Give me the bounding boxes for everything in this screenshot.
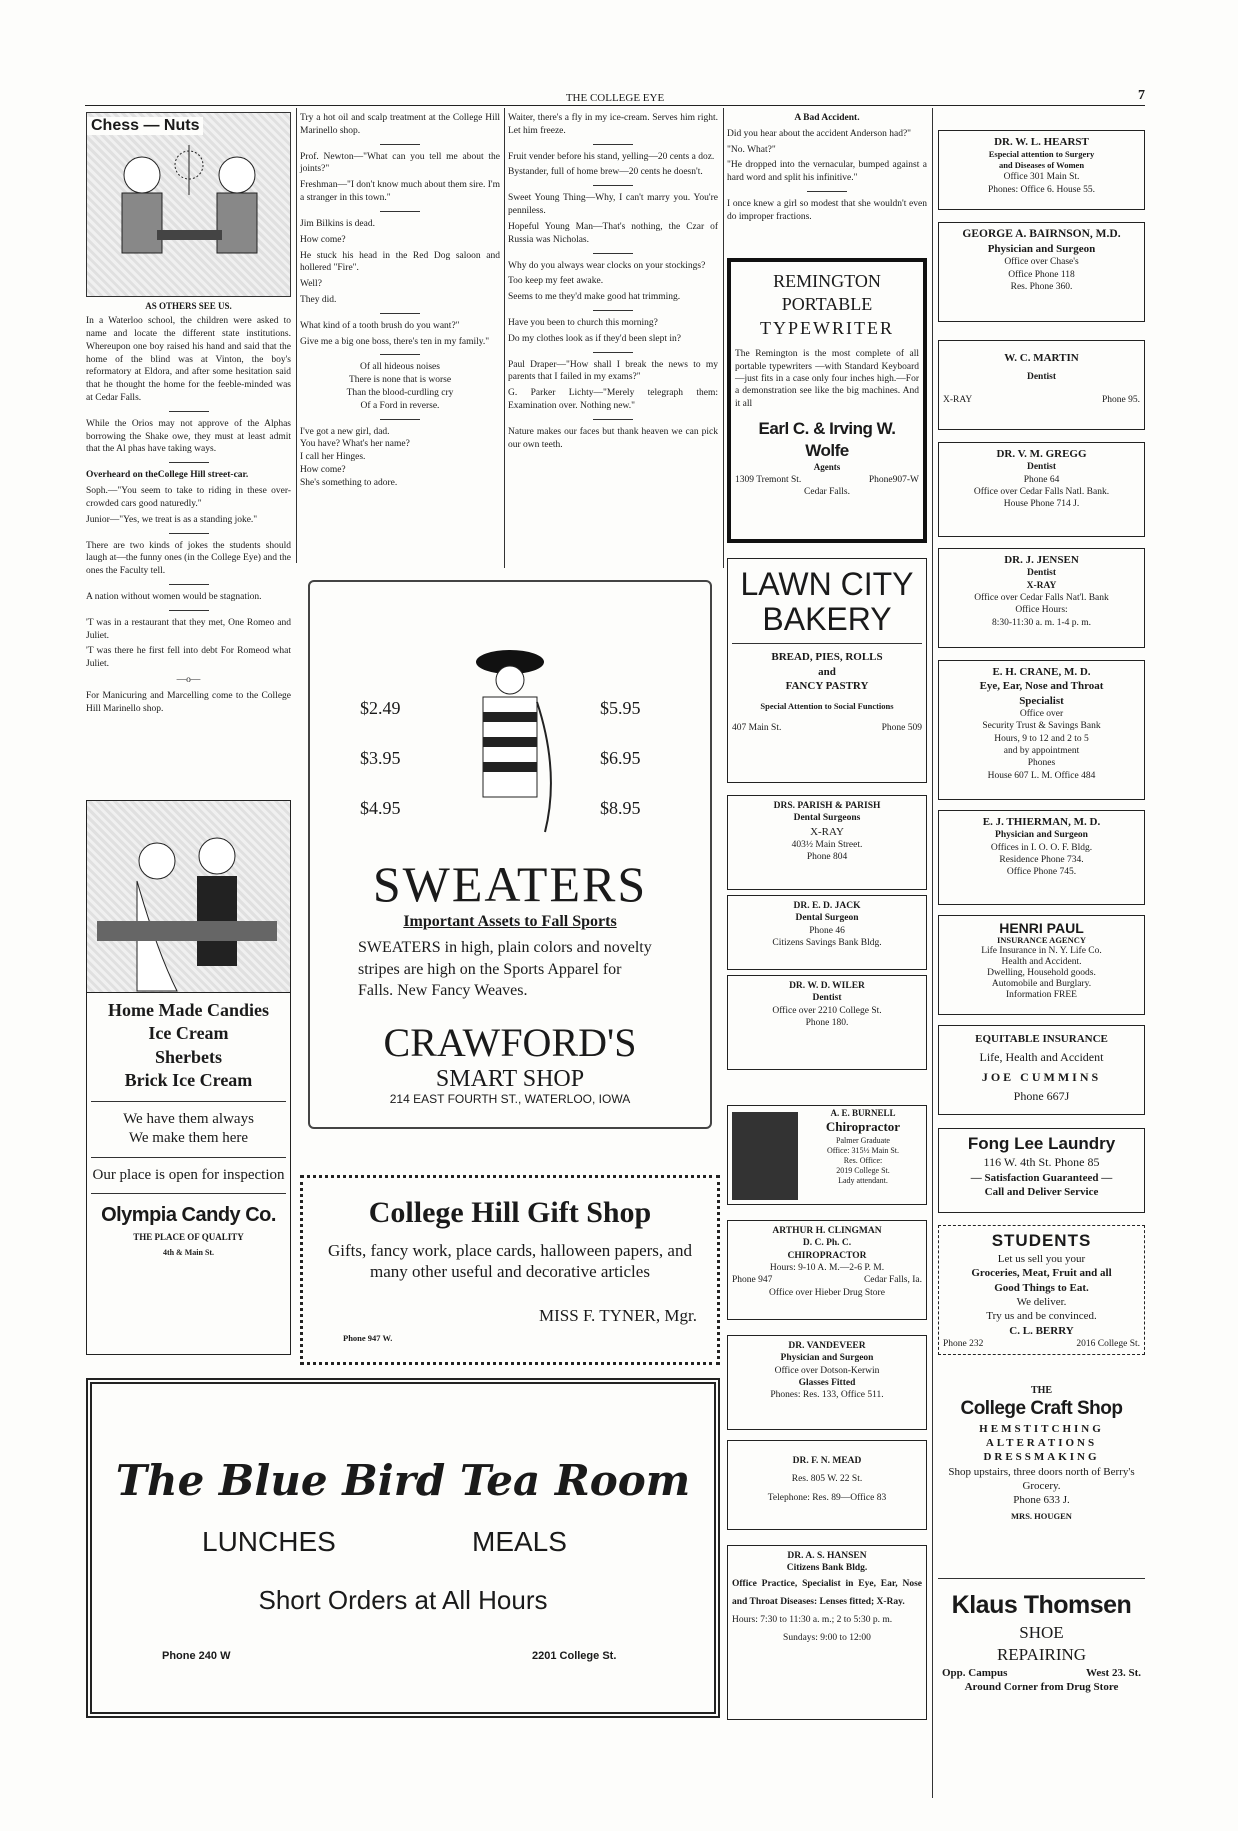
card-line: Hours: 9-10 A. M.—2-6 P. M.: [769, 1263, 885, 1274]
card-line: JOE CUMMINS: [981, 1069, 1102, 1084]
card-line: Phone 667J: [1013, 1089, 1070, 1104]
bakery-ad: [727, 558, 927, 783]
cartoon-title: Chess — Nuts: [87, 117, 203, 135]
verse: 'T was there he first fell into debt For Romeod what Juliet.: [86, 646, 291, 670]
paragraph: Prof. Newton—"What can you tell me about the joints?": [300, 151, 500, 175]
card-line: Groceries, Meat, Fruit and all: [971, 1267, 1112, 1280]
card-line: DR. E. D. JACK: [793, 901, 861, 911]
paragraph: Have you been to church this morning?: [508, 317, 658, 328]
bluebird-address: 2201 College St.: [532, 1650, 617, 1662]
bluebird-orders: Short Orders at All Hours: [258, 1585, 548, 1615]
card-line: Specialist: [1019, 694, 1064, 707]
card-line: Health and Accident.: [1001, 956, 1082, 967]
accident-title: A Bad Accident.: [794, 113, 860, 123]
burnell-ad: [727, 1105, 927, 1205]
paragraph: I've got a new girl, dad.: [300, 426, 390, 437]
column-rule: [723, 108, 724, 568]
column-rule: [932, 108, 933, 1798]
card-line: D. C. Ph. C.: [802, 1238, 852, 1249]
craft-shop-ad: [938, 1380, 1145, 1555]
card-line: DRESSMAKING: [983, 1451, 1100, 1464]
card-line: STUDENTS: [991, 1231, 1092, 1250]
card-line: — Satisfaction Guaranteed —: [970, 1171, 1113, 1184]
bakery-line: Special Attention to Social Functions: [760, 701, 894, 712]
card-line: Office over 2210 College St.: [772, 1005, 882, 1016]
card-line: Phone 180.: [805, 1018, 849, 1029]
sweater-price: $2.49: [360, 698, 401, 718]
card-line: House 607 L. M. Office 484: [987, 770, 1096, 781]
bakery-line: BREAD, PIES, ROLLS: [771, 651, 883, 664]
header-title: THE COLLEGE EYE: [565, 92, 665, 104]
card-line: DR. W. L. HEARST: [994, 136, 1089, 148]
card-line: Physician and Surgeon: [987, 242, 1096, 255]
column-rule: [504, 108, 505, 568]
candy-address: 4th & Main St.: [162, 1247, 215, 1257]
page-header: [85, 88, 1145, 106]
paragraph: Bystander, full of home brew—20 cents he doesn't.: [508, 167, 703, 178]
column-3-text: [508, 112, 718, 454]
candy-line: We have them always: [123, 1110, 254, 1127]
sweaters-title: SWEATERS: [372, 856, 648, 912]
card-line: Res. Office:: [843, 1155, 883, 1165]
parish-ad: [727, 795, 927, 890]
card-line: Office over Dotson-Kerwin: [774, 1365, 880, 1376]
candy-line: Ice Cream: [148, 1023, 229, 1044]
card-line: DR. W. D. WILER: [789, 981, 865, 991]
candy-line: Home Made Candies: [108, 1000, 269, 1020]
card-line: Office over Cedar Falls Natl. Bank.: [973, 486, 1110, 497]
card-line: DR. V. M. GREGG: [996, 448, 1087, 460]
bairnson-ad: [938, 222, 1145, 322]
card-line: Try us and be convinced.: [986, 1310, 1097, 1323]
jack-ad: [727, 895, 927, 970]
remington-line: PORTABLE: [781, 294, 873, 315]
remington-address: 1309 Tremont St.: [735, 474, 802, 485]
jensen-ad: [938, 548, 1145, 648]
card-line: DRS. PARISH & PARISH: [773, 801, 881, 811]
mead-ad: [727, 1440, 927, 1530]
paragraph-head: Overheard on theCollege Hill street-car.: [86, 470, 249, 481]
sweaters-body: SWEATERS in high, plain colors and novelty stripes are high on the Sports Apparel for Falls. New Fancy Weaves.: [358, 939, 652, 1000]
sweater-price: $6.95: [600, 748, 641, 768]
candy-tagline: THE PLACE OF QUALITY: [133, 1232, 244, 1243]
paragraph: They did.: [300, 294, 337, 305]
crane-ad: [938, 660, 1145, 800]
card-line: SHOE: [1019, 1622, 1064, 1642]
remington-line: TYPEWRITER: [760, 317, 894, 338]
card-line: Telephone: Res. 89—Office 83: [767, 1492, 887, 1503]
card-line: REPAIRING: [996, 1644, 1087, 1664]
gregg-ad: [938, 442, 1145, 537]
card-line: DR. F. N. MEAD: [792, 1456, 862, 1466]
paragraph: Seems to me they'd make good hat trimming.: [508, 292, 681, 303]
card-line: Dentist: [1026, 372, 1057, 383]
card-line: Phone 947: [732, 1275, 773, 1286]
bluebird-lunches: LUNCHES: [202, 1526, 336, 1557]
card-line: DR. J. JENSEN: [1004, 554, 1079, 566]
bakery-line: FANCY PASTRY: [785, 679, 869, 692]
blue-bird-ad: [86, 1378, 720, 1718]
thierman-ad: [938, 810, 1145, 905]
column-rule: [296, 108, 297, 563]
card-line: E. H. CRANE, M. D.: [992, 666, 1091, 678]
card-line: X-RAY: [810, 825, 844, 838]
divider: —o—: [176, 675, 201, 686]
card-line: Life, Health and Accident: [979, 1050, 1104, 1065]
card-line: 116 W. 4th St. Phone 85: [983, 1155, 1100, 1170]
henri-paul-ad: [938, 915, 1145, 1015]
card-line: Security Trust & Savings Bank: [982, 721, 1101, 732]
card-line: Shop upstairs, three doors north of Berry's Grocery.: [948, 1465, 1135, 1492]
paragraph: Waiter, there's a fly in my ice-cream. Serves him right. Let him freeze.: [508, 113, 718, 136]
card-line: Office: 315½ Main St.: [826, 1145, 900, 1155]
card-line: GEORGE A. BAIRNSON, M.D.: [962, 228, 1121, 240]
card-line: Glasses Fitted: [798, 1378, 856, 1389]
card-line: Physician and Surgeon: [995, 830, 1088, 841]
woman-illustration: [445, 642, 575, 842]
remington-body: The Remington is the most complete of all portable typewriters —with Standard Keyboard—just fits in a case only four inches high.—For a demonstration see like the big machines. And it all: [735, 349, 919, 409]
paragraph: Did you hear about the accident Anderson had?": [727, 128, 912, 139]
card-line: Offices in I. O. O. F. Bldg.: [990, 842, 1093, 853]
card-line: Phone 46: [809, 925, 845, 936]
gift-shop-ad: [300, 1175, 720, 1365]
store-address: 214 EAST FOURTH ST., WATERLOO, IOWA: [389, 1092, 631, 1106]
card-line: INSURANCE AGENCY: [996, 935, 1087, 946]
card-line: House Phone 714 J.: [1003, 499, 1080, 510]
vandeveer-ad: [727, 1335, 927, 1430]
chess-players-illustration: [87, 135, 292, 285]
bakery-address: 407 Main St.: [732, 723, 782, 734]
sweater-price: $4.95: [360, 798, 401, 818]
candy-line: Our place is open for inspection: [92, 1166, 285, 1183]
card-line: Around Corner from Drug Store: [964, 1680, 1119, 1693]
couple-illustration: [87, 801, 290, 993]
card-line: Dentist: [812, 993, 842, 1004]
hansen-ad: [727, 1545, 927, 1720]
card-line: Opp. Campus: [942, 1666, 1008, 1679]
paragraph: Soph.—"You seem to take to riding in these over-crowded cars good naturedly.": [86, 486, 291, 509]
store-subname: SMART SHOP: [435, 1066, 585, 1092]
equitable-ad: [938, 1025, 1145, 1115]
card-line: Citizens Savings Bank Bldg.: [772, 938, 882, 949]
card-line: CHIROPRACTOR: [787, 1250, 867, 1261]
page-number: 7: [1138, 88, 1145, 103]
card-line: Residence Phone 734.: [999, 854, 1084, 865]
card-line: Dentist: [1026, 462, 1057, 473]
paragraph: Do my clothes look as if they'd been slept in?: [508, 333, 681, 344]
card-line: Office Hours:: [1015, 605, 1068, 616]
bluebird-meals: MEALS: [472, 1526, 567, 1557]
card-line: Office over Cedar Falls Nat'l. Bank: [974, 592, 1109, 603]
portrait-photo: [732, 1112, 798, 1200]
card-line: X-RAY: [1026, 580, 1057, 591]
card-line: Office Phone 118: [1008, 269, 1075, 280]
paragraph: I call her Hinges.: [300, 452, 366, 463]
poem-line: Of all hideous noises: [360, 362, 440, 373]
card-line: Phones: Office 6. House 55.: [988, 184, 1095, 195]
card-line: Especial attention to Surgery: [988, 149, 1095, 160]
card-line: X-RAY: [943, 394, 973, 405]
paragraph: Too keep my feet awake.: [508, 276, 604, 287]
paragraph: You have? What's her name?: [300, 439, 410, 450]
paragraph: Why do you always wear clocks on your stockings?: [508, 260, 706, 271]
card-line: Dental Surgeon: [795, 913, 859, 924]
paragraph: What kind of a tooth brush do you want?": [300, 320, 460, 331]
bakery-phone: Phone 509: [881, 723, 922, 734]
klaus-thomsen-ad: [938, 1585, 1145, 1710]
card-line: Phone 232: [943, 1338, 984, 1349]
card-line: Hours: 7:30 to 11:30 a. m.; 2 to 5:30 p. m.: [732, 1614, 893, 1625]
card-line: HEMSTITCHING: [979, 1422, 1104, 1435]
card-line: C. L. BERRY: [1009, 1324, 1074, 1337]
card-line: THE: [1030, 1385, 1053, 1396]
sweater-price: $8.95: [600, 798, 641, 818]
card-line: and Diseases of Women: [998, 160, 1085, 171]
sweater-price: $3.95: [360, 748, 401, 768]
paragraph: Well?: [300, 279, 322, 290]
card-line: Phones: Res. 133, Office 511.: [770, 1390, 884, 1401]
card-line: HENRI PAUL: [999, 920, 1084, 936]
card-line: Dwelling, Household goods.: [987, 967, 1096, 978]
gift-phone: Phone 947 W.: [343, 1333, 393, 1343]
card-line: Let us sell you your: [997, 1253, 1086, 1266]
store-name: CRAWFORD'S: [383, 1020, 637, 1065]
card-line: Information FREE: [1006, 989, 1077, 1000]
chess-cartoon: [86, 112, 291, 297]
paragraph: For Manicuring and Marcelling come to the College Hill Marinello shop.: [86, 690, 291, 714]
card-line: Office 301 Main St.: [1003, 172, 1080, 183]
paragraph: Fruit vender before his stand, yelling—20 cents a doz.: [508, 151, 715, 162]
paragraph: Freshman—"I don't know much about them sire. I'm a stranger in this town.": [300, 180, 500, 204]
card-line: Hours, 9 to 12 and 2 to 5: [994, 733, 1089, 744]
bakery-line: BAKERY: [762, 601, 892, 638]
card-line: Good Things to Eat.: [994, 1281, 1089, 1294]
card-line: DR. A. S. HANSEN: [787, 1551, 867, 1561]
card-line: and by appointment: [1003, 745, 1080, 756]
card-line: Life Insurance in N. Y. Life Co.: [981, 945, 1102, 956]
card-line: Sundays: 9:00 to 12:00: [783, 1632, 871, 1643]
poem-line: There is none that is worse: [348, 375, 452, 386]
remington-city: Cedar Falls.: [804, 487, 850, 498]
card-line: E. J. THIERMAN, M. D.: [982, 816, 1101, 828]
paragraph: A nation without women would be stagnation.: [86, 591, 262, 602]
card-line: Fong Lee Laundry: [967, 1134, 1116, 1153]
paragraph: Nature makes our faces but thank heaven we can pick our own teeth.: [508, 426, 718, 450]
poem-line: Of a Ford in reverse.: [360, 400, 440, 411]
candy-company: Olympia Candy Co.: [101, 1204, 276, 1227]
paragraph: Paul Draper—"How shall I break the news to my parents that I failed in my exams?": [508, 359, 718, 383]
paragraph: Give me a big one boss, there's ten in my family.": [300, 336, 490, 347]
poem-line: Than the blood-curdling cry: [346, 388, 454, 398]
remington-line: REMINGTON: [773, 271, 881, 291]
wiler-ad: [727, 975, 927, 1070]
card-line: ALTERATIONS: [985, 1436, 1098, 1449]
card-line: Phone 64: [1023, 474, 1060, 485]
card-line: Phone 95.: [1102, 394, 1140, 405]
card-line: Phone 633 J.: [1013, 1494, 1070, 1507]
card-line: A. E. BURNELL: [830, 1108, 896, 1118]
card-line: Office Practice, Specialist in Eye, Ear, Nose and Throat Diseases: Lenses fitted; X-Ray.: [732, 1578, 922, 1607]
paragraph: "He dropped into the vernacular, bumped against a hard word and split his infinitive.": [727, 160, 927, 184]
paragraph: While the Orios may not approve of the Alphas borrowing the Shake owe, they must at least admit that the Al phas have taking ways.: [86, 418, 291, 455]
candy-line: Sherbets: [155, 1046, 222, 1067]
martin-ad: [938, 340, 1145, 430]
hearst-ad: [938, 130, 1145, 210]
card-line: EQUITABLE INSURANCE: [975, 1033, 1108, 1045]
column-2-text: [300, 112, 500, 493]
card-line: 403½ Main Street.: [791, 839, 863, 850]
students-ad: [938, 1225, 1145, 1355]
card-line: 2016 College St.: [1076, 1338, 1140, 1349]
card-line: Phones: [1027, 758, 1056, 769]
paragraph: He stuck his head in the Red Dog saloon and hollered "Fire".: [300, 250, 500, 274]
candy-line: We make them here: [128, 1130, 249, 1147]
remington-phone: Phone907-W: [868, 474, 919, 485]
card-line: Eye, Ear, Nose and Throat: [979, 680, 1104, 693]
card-line: We deliver.: [1016, 1295, 1067, 1308]
paragraph: Try a hot oil and scalp treatment at the College Hill Marinello shop.: [300, 113, 500, 136]
paragraph: There are two kinds of jokes the students should laugh at—the funny ones (in the College Eye) and the ones the Faculty tell.: [86, 540, 291, 577]
gift-body: Gifts, fancy work, place cards, halloween papers, and many other useful and decorative articles: [328, 1241, 692, 1282]
fong-lee-ad: [938, 1128, 1145, 1213]
paragraph: Jim Bilkins is dead.: [300, 218, 375, 229]
card-line: Dentist: [1026, 568, 1057, 579]
card-line: W. C. MARTIN: [1004, 352, 1079, 364]
remington-ad: [727, 258, 927, 543]
bakery-line: LAWN CITY: [740, 566, 914, 602]
clingman-ad: [727, 1220, 927, 1320]
paragraph: I once knew a girl so modest that she wouldn't even do improper fractions.: [727, 199, 927, 222]
paragraph: Hopeful Young Man—That's nothing, the Czar of Russia was Nicholas.: [508, 221, 718, 245]
card-line: 2019 College St.: [836, 1165, 890, 1175]
card-line: Palmer Graduate: [836, 1135, 890, 1145]
bakery-line: and: [818, 665, 836, 678]
card-line: 8:30-11:30 a. m. 1-4 p. m.: [991, 617, 1092, 628]
candy-line: Brick Ice Cream: [124, 1070, 253, 1091]
card-line: Chiropractor: [825, 1119, 901, 1135]
card-line: Klaus Thomsen: [951, 1591, 1132, 1619]
sweaters-subtitle: Important Assets to Fall Sports: [403, 913, 617, 930]
card-line: Lady attendant.: [838, 1175, 888, 1185]
card-line: Office Phone 745.: [1006, 867, 1077, 878]
cartoon-caption: AS OTHERS SEE US.: [145, 301, 232, 311]
column-1-text: [86, 300, 291, 718]
card-line: DR. VANDEVEER: [788, 1341, 866, 1351]
sweater-price: $5.95: [600, 698, 641, 718]
card-line: Citizens Bank Bldg.: [786, 1563, 868, 1574]
remington-agents-label: Agents: [813, 462, 841, 473]
card-line: Automobile and Burglary.: [991, 978, 1092, 989]
card-line: Cedar Falls, Ia.: [863, 1275, 922, 1286]
card-line: Call and Deliver Service: [984, 1185, 1099, 1198]
gift-title: College Hill Gift Shop: [368, 1196, 652, 1229]
verse: 'T was in a restaurant that they met, One Romeo and Juliet.: [86, 617, 291, 641]
card-line: Office over Hieber Drug Store: [769, 1287, 885, 1298]
paragraph: G. Parker Lichty—"Merely telegraph them: Examination over. Nothing new.": [508, 388, 718, 411]
card-line: Dental Surgeons: [793, 813, 861, 824]
card-line: Physician and Surgeon: [780, 1353, 874, 1364]
card-line: Office over: [1019, 708, 1064, 719]
olympia-candy-ad: [86, 800, 291, 1355]
paragraph: "No. What?": [727, 144, 776, 155]
card-line: MRS. HOUGEN: [1011, 1511, 1072, 1522]
remington-agents: Earl C. & Irving W. Wolfe: [758, 418, 896, 460]
column-4-text: [727, 112, 927, 227]
card-line: College Craft Shop: [960, 1398, 1123, 1419]
card-line: Phone 804: [806, 852, 848, 863]
card-line: Res. 805 W. 22 St.: [791, 1474, 863, 1485]
bluebird-title: The Blue Bird Tea Room: [115, 1456, 691, 1505]
paragraph: She's something to adore.: [300, 477, 398, 488]
paragraph: How come?: [300, 465, 346, 476]
paragraph: In a Waterloo school, the children were asked to name and locate the different state institutions. Whereupon one boy raised his hand and said that the home of the blind was at Vinton, the boy's reformatory at Eldora, and after some hesitation said that he thought the home for the feeble-minded was at Cedar Falls.: [86, 316, 291, 404]
paragraph: How come?: [300, 234, 346, 245]
sweaters-ad: [300, 572, 720, 1137]
gift-manager: MISS F. TYNER, Mgr.: [539, 1306, 697, 1325]
card-line: Office over Chase's: [1004, 257, 1079, 268]
card-line: West 23. St.: [1086, 1666, 1141, 1679]
bluebird-phone: Phone 240 W: [162, 1650, 231, 1662]
card-line: ARTHUR H. CLINGMAN: [772, 1226, 882, 1236]
card-line: Res. Phone 360.: [1010, 281, 1073, 292]
paragraph: Sweet Young Thing—Why, I can't marry you. You're penniless.: [508, 193, 718, 217]
paragraph: Junior—"Yes, we treat is as a standing joke.": [86, 514, 258, 525]
